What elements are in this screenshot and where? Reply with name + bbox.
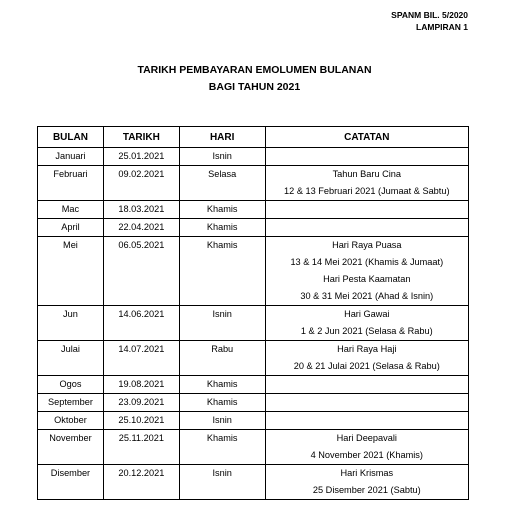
payment-schedule-table [37,126,469,500]
table-row [38,341,469,376]
bulan-text: Februari [53,169,88,179]
reference-number: SPANM BIL. 5/2020 [391,10,468,20]
catatan-line: Hari Pesta Kaamatan [323,274,411,284]
cell-tarikh [103,201,179,219]
cell-tarikh [103,219,179,237]
catatan-line: 1 & 2 Jun 2021 (Selasa & Rabu) [300,326,433,336]
table-row [38,430,469,465]
bulan-text: Mei [63,240,78,250]
tarikh-text: 18.03.2021 [118,204,165,214]
cell-hari [179,219,265,237]
header-tarikh: TARIKH [103,127,179,148]
cell-hari [179,341,265,376]
hari-text: Isnin [212,151,232,161]
catatan-line: 13 & 14 Mei 2021 (Khamis & Jumaat) [290,257,444,267]
tarikh-text: 23.09.2021 [118,397,165,407]
catatan-line [266,148,468,165]
cell-tarikh [103,148,179,166]
table-row [38,148,469,166]
hari-text: Rabu [211,344,234,354]
cell-catatan [265,219,468,237]
cell-bulan [38,237,104,306]
cell-tarikh [103,465,179,500]
cell-bulan [38,376,104,394]
cell-bulan [38,219,104,237]
cell-catatan [265,306,468,341]
table-header-row [38,127,469,148]
table-body [38,148,469,500]
catatan-line: Hari Raya Puasa [332,240,402,250]
table-row [38,219,469,237]
tarikh-text: 14.07.2021 [118,344,165,354]
cell-bulan [38,465,104,500]
catatan-line: Hari Deepavali [336,433,397,443]
catatan-line: 30 & 31 Mei 2021 (Ahad & Isnin) [300,291,434,301]
header-hari: HARI [179,127,265,148]
cell-catatan [265,394,468,412]
catatan-line: Hari Gawai [344,309,390,319]
tarikh-text: 06.05.2021 [118,240,165,250]
catatan-line: 12 & 13 Februari 2021 (Jumaat & Sabtu) [284,186,450,196]
bulan-text: Disember [50,468,91,478]
cell-bulan [38,341,104,376]
bulan-text: Ogos [59,379,82,389]
cell-hari [179,394,265,412]
catatan-line: Tahun Baru Cina [332,169,402,179]
catatan-line [266,201,468,218]
cell-catatan [265,148,468,166]
cell-hari [179,306,265,341]
title-line-1: TARIKH PEMBAYARAN EMOLUMEN BULANAN [137,64,372,76]
hari-text: Selasa [208,169,237,179]
cell-bulan [38,306,104,341]
bulan-text: November [49,433,92,443]
bulan-text: Julai [61,344,80,354]
table-row [38,465,469,500]
hari-text: Isnin [212,468,232,478]
appendix-label: LAMPIRAN 1 [416,22,468,32]
hari-text: Khamis [206,222,238,232]
cell-catatan [265,341,468,376]
cell-tarikh [103,430,179,465]
bulan-text: Januari [55,151,86,161]
cell-hari [179,237,265,306]
cell-tarikh [103,412,179,430]
catatan-line: 4 November 2021 (Khamis) [310,450,423,460]
cell-hari [179,412,265,430]
cell-hari [179,465,265,500]
bulan-text: Jun [63,309,78,319]
bulan-text: Mac [61,204,80,214]
catatan-line [266,412,468,429]
cell-catatan [265,412,468,430]
header-catatan: CATATAN [265,127,468,148]
catatan-line: 20 & 21 Julai 2021 (Selasa & Rabu) [293,361,440,371]
cell-tarikh [103,237,179,306]
table-row [38,394,469,412]
tarikh-text: 25.01.2021 [118,151,165,161]
cell-catatan [265,237,468,306]
table-row [38,306,469,341]
cell-hari [179,430,265,465]
cell-tarikh [103,166,179,201]
hari-text: Khamis [206,433,238,443]
tarikh-text: 20.12.2021 [118,468,165,478]
table-row [38,166,469,201]
catatan-line [266,394,468,411]
table-row [38,237,469,306]
cell-catatan [265,166,468,201]
cell-bulan [38,412,104,430]
catatan-line: Hari Krismas [340,468,394,478]
cell-bulan [38,430,104,465]
tarikh-text: 14.06.2021 [118,309,165,319]
cell-hari [179,166,265,201]
cell-tarikh [103,376,179,394]
tarikh-text: 25.11.2021 [118,433,165,443]
cell-tarikh [103,306,179,341]
hari-text: Khamis [206,204,238,214]
cell-tarikh [103,341,179,376]
title-line-2: BAGI TAHUN 2021 [208,81,301,93]
cell-bulan [38,166,104,201]
hari-text: Isnin [212,415,232,425]
catatan-line: Hari Raya Haji [337,344,397,354]
cell-bulan [38,201,104,219]
tarikh-text: 22.04.2021 [118,222,165,232]
cell-tarikh [103,394,179,412]
bulan-text: September [47,397,93,407]
cell-hari [179,376,265,394]
document-title [0,62,509,96]
catatan-line [266,219,468,236]
hari-text: Khamis [206,240,238,250]
bulan-text: Oktober [54,415,87,425]
cell-catatan [265,376,468,394]
cell-bulan [38,394,104,412]
cell-hari [179,201,265,219]
table-row [38,201,469,219]
hari-text: Isnin [212,309,232,319]
table-row [38,376,469,394]
catatan-line: 25 Disember 2021 (Sabtu) [312,485,421,495]
cell-catatan [265,201,468,219]
hari-text: Khamis [206,397,238,407]
bulan-text: April [61,222,80,232]
document-reference [391,9,468,33]
cell-hari [179,148,265,166]
tarikh-text: 09.02.2021 [118,169,165,179]
hari-text: Khamis [206,379,238,389]
table-row [38,412,469,430]
header-bulan: BULAN [38,127,104,148]
cell-bulan [38,148,104,166]
cell-catatan [265,465,468,500]
cell-catatan [265,430,468,465]
tarikh-text: 25.10.2021 [118,415,165,425]
catatan-line [266,376,468,393]
tarikh-text: 19.08.2021 [118,379,165,389]
